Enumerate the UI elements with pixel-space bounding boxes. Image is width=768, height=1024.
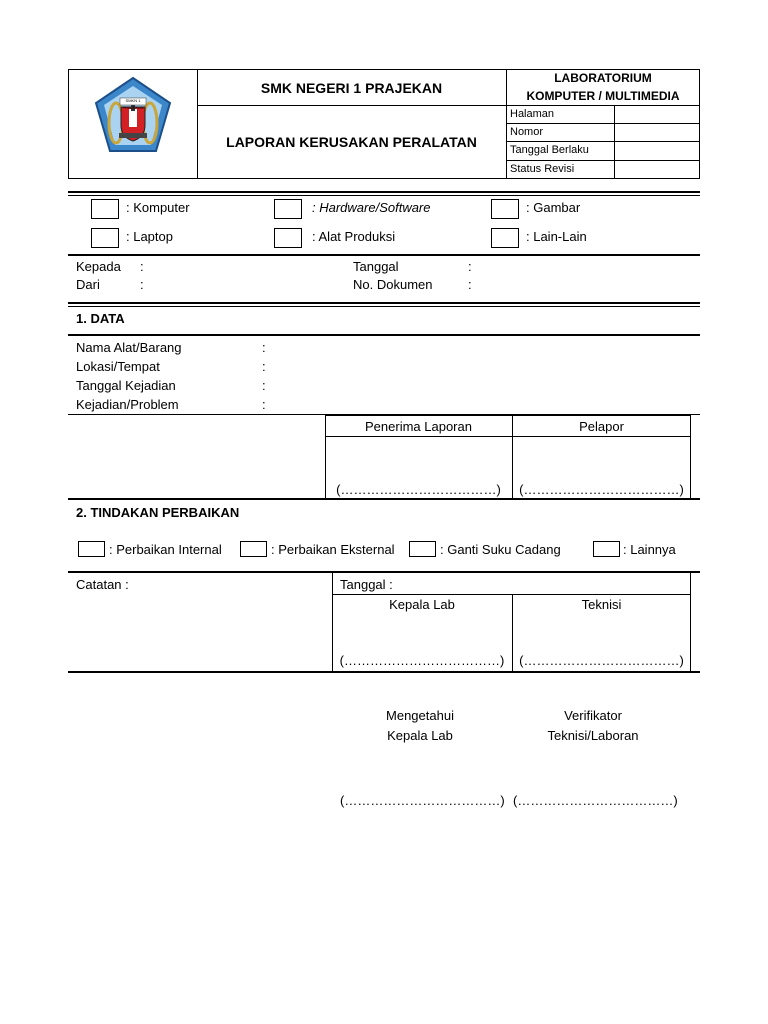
verifikator-label: Verifikator [564,708,622,723]
form-title: LAPORAN KERUSAKAN PERALATAN [226,134,477,150]
pelapor-signature-blank: (………………………………) [519,482,684,497]
mengetahui-label: Mengetahui [386,708,454,723]
meta-label-status-revisi: Status Revisi [510,163,575,175]
school-logo [90,75,176,159]
category-label-alat-produksi: : Alat Produksi [312,229,396,244]
category-label-hardware-software: : Hardware/Software [312,200,431,215]
section-repair-heading: 2. TINDAKAN PERBAIKAN [76,505,240,520]
section-rule [68,671,700,673]
checkbox-lain-lain[interactable] [491,228,519,248]
double-rule [68,191,700,193]
approval-left-signature-blank: (………………………………) [340,793,505,808]
no-dokumen-colon: : [468,277,472,292]
dept-line-1: LABORATORIUM [554,71,652,85]
section-rule [68,254,700,256]
meta-label-tanggal-berlaku: Tanggal Berlaku [510,144,589,156]
notes-tanggal-label: Tanggal : [340,577,393,592]
header-divider [506,160,700,161]
dari-colon: : [140,277,144,292]
signature-table-rule [325,415,691,416]
header-divider [614,105,615,179]
logo-text: SMKN 1 PRAJEKAN [122,98,144,110]
kepada-colon: : [140,259,144,274]
signature-table-rule [325,436,691,437]
checkbox-alat-produksi[interactable] [274,228,302,248]
field-colon: : [262,359,266,374]
kepala-lab-signature-blank: (………………………………) [339,653,505,668]
penerima-laporan-label: Penerima Laporan [365,419,472,434]
field-lokasi: Lokasi/Tempat [76,359,160,374]
double-rule [68,195,700,196]
field-tanggal-kejadian: Tanggal Kejadian [76,378,176,393]
double-rule [68,306,700,307]
checkbox-lainnya[interactable] [593,541,620,557]
category-label-laptop: : Laptop [126,229,173,244]
field-kejadian-problem: Kejadian/Problem [76,397,179,412]
no-dokumen-label: No. Dokumen [353,277,433,292]
field-colon: : [262,340,266,355]
teknisi-signature-blank: (………………………………) [519,653,684,668]
kepada-label: Kepada [76,259,121,274]
teknisi-laboran-label: Teknisi/Laboran [547,728,639,743]
repair-label-eksternal: : Perbaikan Eksternal [271,542,395,557]
checkbox-hardware-software[interactable] [274,199,302,219]
section-rule [68,498,700,500]
checkbox-komputer[interactable] [91,199,119,219]
checkbox-perbaikan-internal[interactable] [78,541,105,557]
category-label-komputer: : Komputer [126,200,190,215]
category-label-gambar: : Gambar [526,200,581,215]
approval-right-signature-blank: (………………………………) [513,793,678,808]
field-colon: : [262,397,266,412]
repair-label-suku-cadang: : Ganti Suku Cadang [440,542,561,557]
double-rule [68,302,700,304]
header-divider [506,123,700,124]
meta-label-halaman: Halaman [510,108,555,120]
pelapor-label: Pelapor [579,419,624,434]
section-rule [68,334,700,336]
checkbox-perbaikan-eksternal[interactable] [240,541,267,557]
penerima-signature-blank: (………………………………) [336,482,501,497]
category-label-lain-lain: : Lain-Lain [526,229,587,244]
kepala-lab-label: Kepala Lab [389,597,455,612]
header-divider [506,141,700,142]
header-divider [197,105,700,106]
tanggal-colon: : [468,259,472,274]
field-nama-alat: Nama Alat/Barang [76,340,182,355]
repair-label-lainnya: : Lainnya [623,542,676,557]
checkbox-ganti-suku-cadang[interactable] [409,541,436,557]
checkbox-laptop[interactable] [91,228,119,248]
field-colon: : [262,378,266,393]
dari-label: Dari [76,277,100,292]
checkbox-gambar[interactable] [491,199,519,219]
approval-kepala-lab-label: Kepala Lab [387,728,453,743]
section-data-heading: 1. DATA [76,311,125,326]
school-name: SMK NEGERI 1 PRAJEKAN [260,80,443,96]
catatan-label: Catatan : [76,577,129,592]
tanggal-label: Tanggal [353,259,399,274]
repair-label-internal: : Perbaikan Internal [109,542,222,557]
meta-label-nomor: Nomor [510,126,544,138]
dept-line-2: KOMPUTER / MULTIMEDIA [526,89,680,103]
teknisi-label: Teknisi [581,597,622,612]
